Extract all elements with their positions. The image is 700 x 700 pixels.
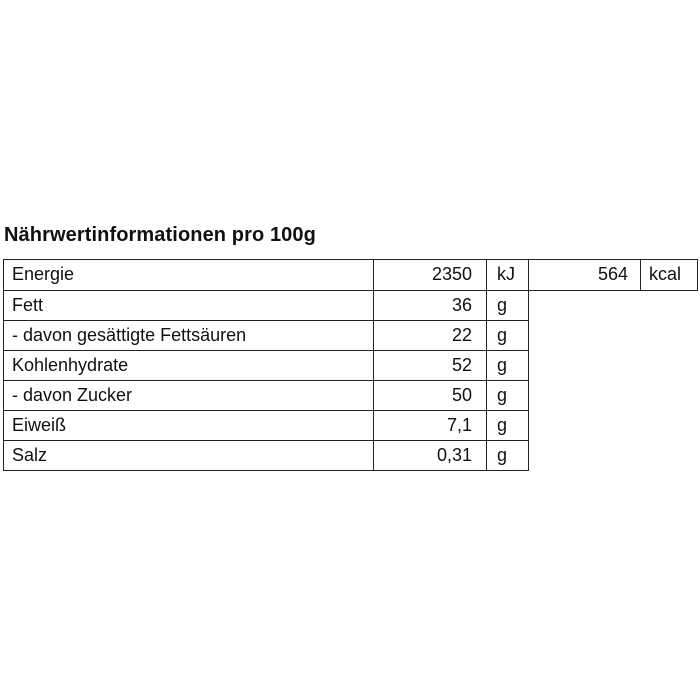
nutrient-value: 7,1	[373, 410, 487, 441]
nutrient-unit: g	[486, 440, 529, 471]
energy-kcal-value: 564	[528, 259, 641, 291]
energy-kj-value: 2350	[373, 259, 487, 291]
nutrient-label: Kohlenhydrate	[3, 350, 374, 381]
nutrient-value: 50	[373, 380, 487, 411]
energy-label: Energie	[3, 259, 374, 291]
nutrient-unit: g	[486, 320, 529, 351]
nutrient-unit: g	[486, 350, 529, 381]
nutrient-value: 36	[373, 290, 487, 321]
nutrient-value: 52	[373, 350, 487, 381]
nutrient-label: - davon gesättigte Fettsäuren	[3, 320, 374, 351]
nutrient-label: - davon Zucker	[3, 380, 374, 411]
nutrient-value: 22	[373, 320, 487, 351]
nutrient-label: Salz	[3, 440, 374, 471]
energy-kj-unit: kJ	[486, 259, 529, 291]
nutrient-unit: g	[486, 410, 529, 441]
energy-kcal-unit: kcal	[640, 259, 698, 291]
nutrient-value: 0,31	[373, 440, 487, 471]
nutrient-label: Fett	[3, 290, 374, 321]
nutrient-label: Eiweiß	[3, 410, 374, 441]
nutrition-title: Nährwertinformationen pro 100g	[4, 224, 316, 246]
nutrient-unit: g	[486, 380, 529, 411]
nutrient-unit: g	[486, 290, 529, 321]
